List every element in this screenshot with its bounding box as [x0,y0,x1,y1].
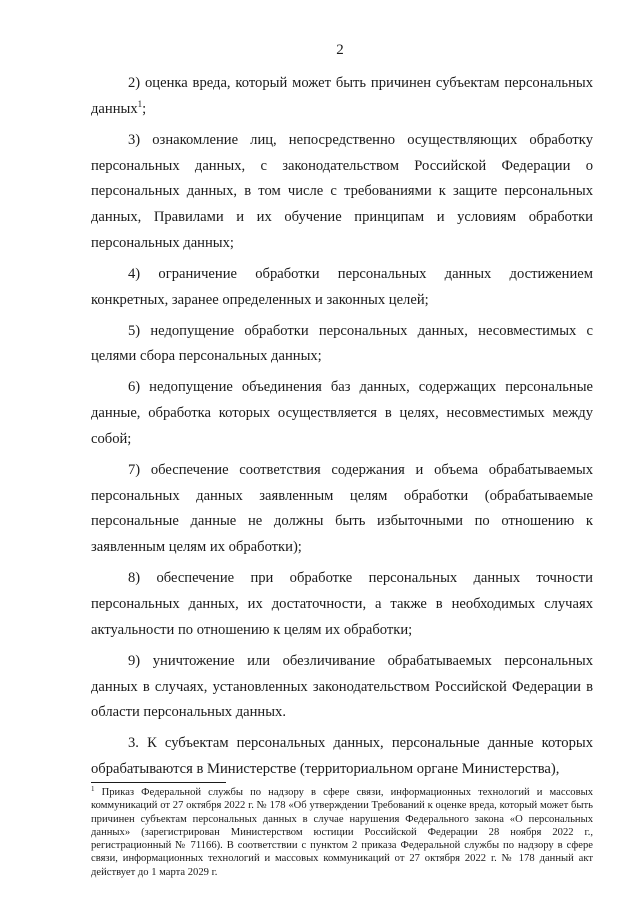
paragraph-item-3: 3) ознакомление лиц, непосредственно осуществляющих обработку персональных данных, с законодательством Российской Федерации о персональных данных, в том числе с требованиями к защите персональных данных, Правилами и их обучение принципам и условиям обработки персональных данных; [91,131,593,252]
paragraph-item-6: 6) недопущение объединения баз данных, содержащих персональные данные, обработка которых осуществляется в целях, несовместимых между собой; [91,379,593,447]
paragraph-tail: ; [142,100,147,117]
page-number: 2 [336,42,344,58]
paragraph-item-4: 4) ограничение обработки персональных данных достижением конкретных, заранее определенных и законных целей; [91,265,593,308]
paragraph-item-5: 5) недопущение обработки персональных данных, несовместимых с целями сбора персональных данных; [91,322,593,365]
footnote-divider [91,782,226,783]
footnote-marker: 1 [91,785,95,793]
paragraph-text: 2) оценка вреда, который может быть причинен субъектам персональных данных [91,75,593,117]
paragraph-item-9: 9) уничтожение или обезличивание обрабатываемых персональных данных в случаях, установленных законодательством Российской Федерации в области персональных данных. [91,652,593,721]
footnote-reference: 1 [137,98,143,109]
body-text [91,71,593,783]
paragraph-item-2 [91,71,593,123]
footnote-text: Приказ Федеральной службы по надзору в сфере связи, информационных технологий и массовых коммуникаций от 27 октября 2022 г. № 178 «Об утверждении Требований к оценке вреда, который может быть причинен субъектам персональных данных в случае нарушения Федерального закона «О персональных данных» (зарегистрирован Министерством юстиции Российской Федерации 28 ноября 2022 г., регистрационный № 71166). В соответствии с пунктом 2 приказа Федеральной службы по надзору в сфере связи, информационных технологий и массовых коммуникаций от 27 октября 2022 г. № 178 данный акт действует до 1 марта 2029 г. [91,787,593,878]
paragraph-item-7: 7) обеспечение соответствия содержания и объема обрабатываемых персональных данных заявленным целям обработки (обрабатываемые персональные данные не должны быть избыточными по отношению к заявленным целям их обработки); [91,461,593,556]
paragraph-item-8: 8) обеспечение при обработке персональных данных точности персональных данных, их достаточности, а также в необходимых случаях актуальности по отношению к целям их обработки; [91,570,593,638]
footnote [91,786,593,879]
paragraph-clause-3: 3. К субъектам персональных данных, персональные данные которых обрабатываются в Министерстве (территориальном органе Министерства), [91,735,593,778]
